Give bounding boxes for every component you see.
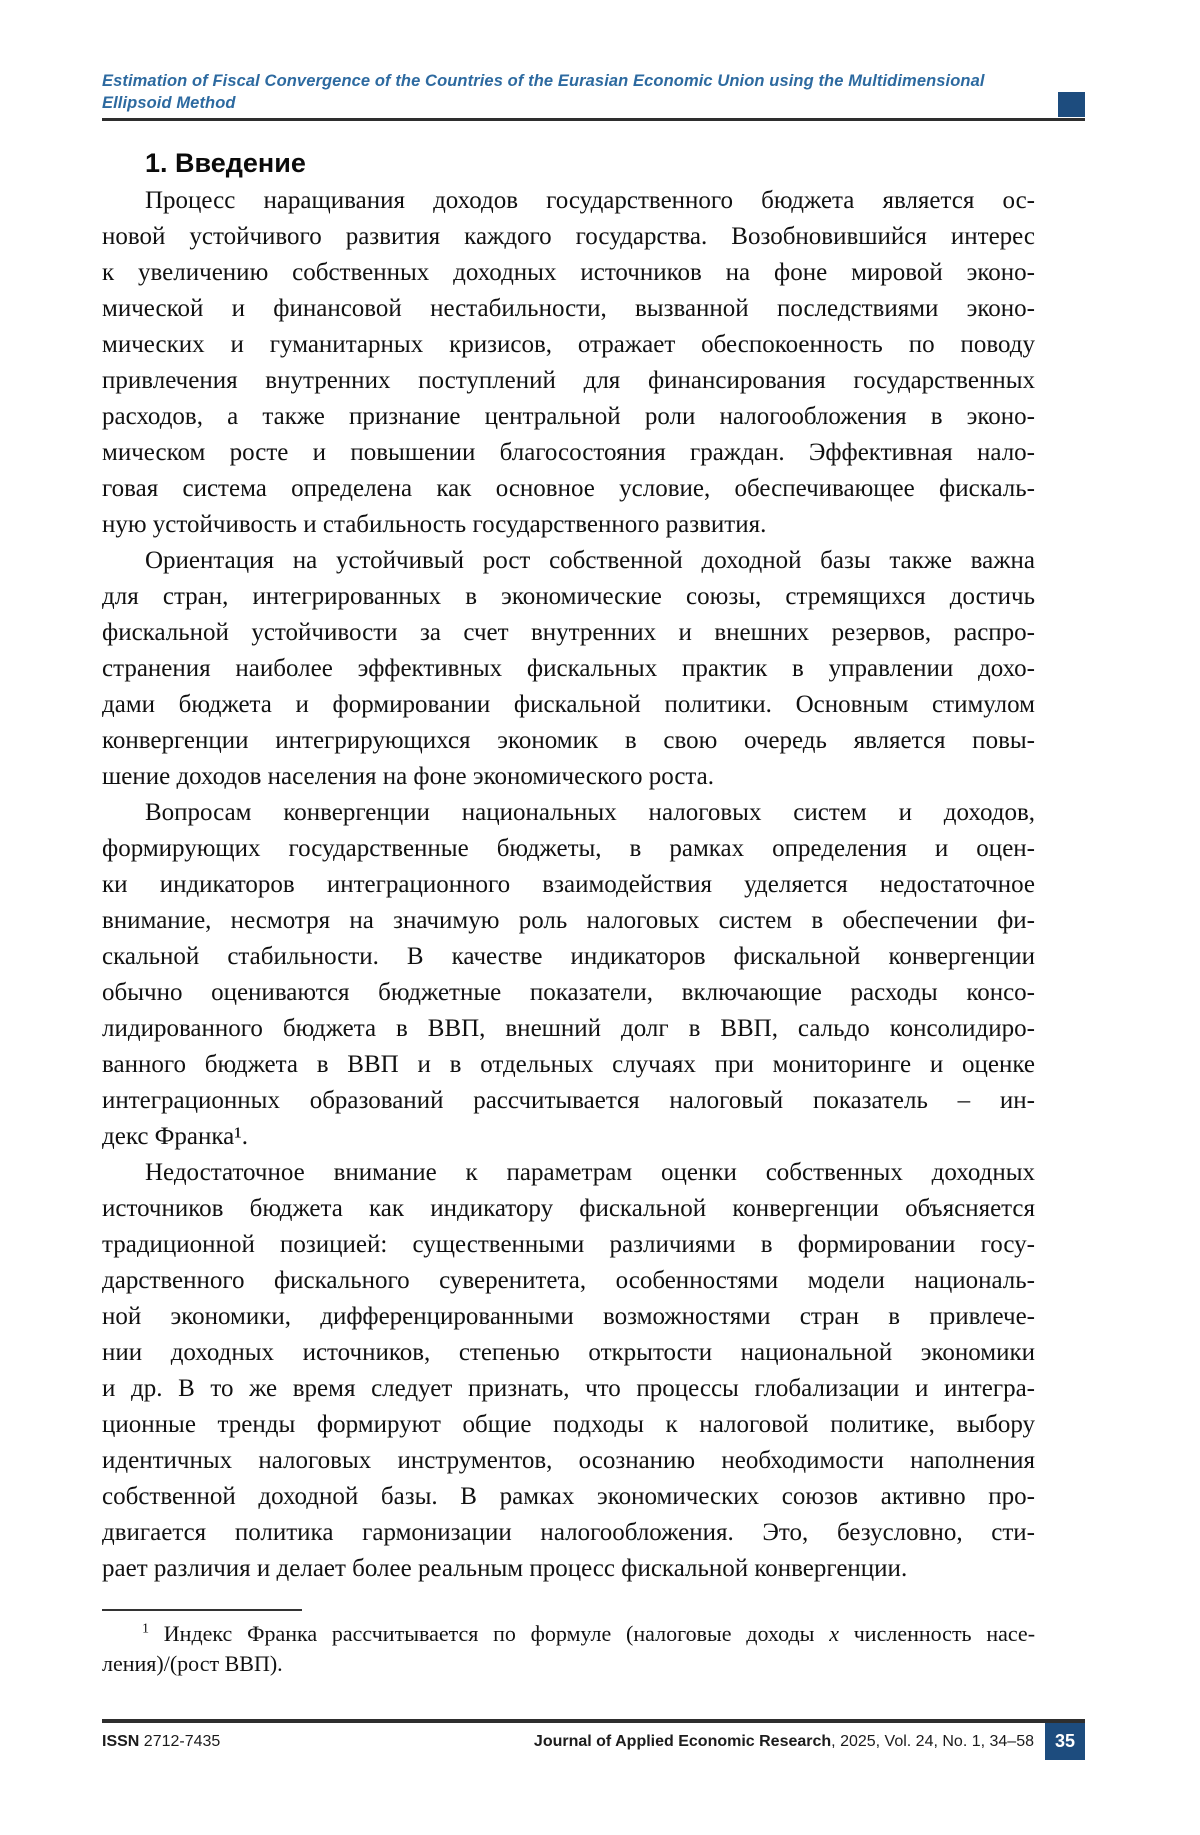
- paragraph: [102, 183, 1035, 543]
- body-line: собственной доходной базы. В рамках экономических союзов активно про-: [102, 1483, 1035, 1510]
- body-line: Ориентация на устойчивый рост собственной доходной базы также важна: [145, 547, 1035, 574]
- body-line: лидированного бюджета в ВВП, внешний долг в ВВП, сальдо консолидиро-: [102, 1015, 1035, 1042]
- body-line: обычно оцениваются бюджетные показатели, включающие расходы консо-: [102, 979, 1035, 1006]
- body-line: формирующих государственные бюджеты, в рамках определения и оцен-: [102, 835, 1035, 862]
- body-line: конвергенции интегрирующихся экономик в свою очередь является повы-: [102, 727, 1035, 754]
- body-line: рает различия и делает более реальным процесс фискальной конвергенции.: [102, 1555, 908, 1582]
- body-line: привлечения внутренних поступлений для финансирования государственных: [102, 367, 1035, 394]
- page-number: 35: [1054, 1731, 1076, 1751]
- footnote-text: Индекс Франка рассчитывается по формуле (налоговые доходы: [163, 1621, 830, 1646]
- body-line: Вопросам конвергенции национальных налоговых систем и доходов,: [145, 799, 1035, 826]
- body-line: двигается политика гармонизации налогообложения. Это, безусловно, сти-: [102, 1519, 1035, 1546]
- body-line: мических и гуманитарных кризисов, отражает обеспокоенность по поводу: [102, 331, 1035, 358]
- footnote-line: [102, 1619, 1035, 1649]
- page-number-box: [1045, 1723, 1085, 1760]
- running-head: [102, 70, 1085, 121]
- page-footer: [102, 1719, 1085, 1760]
- paragraph: [102, 795, 1035, 1155]
- footnote: [102, 1619, 1035, 1679]
- issn: [102, 1723, 220, 1760]
- body-line: фискальной устойчивости за счет внутренних и внешних резервов, распро-: [102, 619, 1035, 646]
- body-line: Процесс наращивания доходов государственного бюджета является ос-: [145, 187, 1035, 214]
- body-line: интеграционных образований рассчитывается налоговый показатель – ин-: [102, 1087, 1035, 1114]
- body-line: мической и финансовой нестабильности, вызванной последствиями эконо-: [102, 295, 1035, 322]
- issn-value: 2712-7435: [139, 1733, 221, 1750]
- body-line: ванного бюджета в ВВП и в отдельных случаях при мониторинге и оценке: [102, 1051, 1035, 1078]
- body-line: к увеличению собственных доходных источников на фоне мировой эконо-: [102, 259, 1035, 286]
- body-line: странения наиболее эффективных фискальных практик в управлении дохо-: [102, 655, 1035, 682]
- paragraph: [102, 543, 1035, 795]
- body-line: расходов, а также признание центральной роли налогообложения в эконо-: [102, 403, 1035, 430]
- body-line: источников бюджета как индикатору фискальной конвергенции объясняется: [102, 1195, 1035, 1222]
- body-line: шение доходов населения на фоне экономического роста.: [102, 763, 714, 790]
- running-title: Estimation of Fiscal Convergence of the Countries of the Eurasian Economic Union using the Multidimensional Ellipsoid Method: [102, 72, 985, 112]
- footnote-text: численность насе-: [838, 1621, 1036, 1646]
- body-line: для стран, интегрированных в экономические союзы, стремящихся достичь: [102, 583, 1035, 610]
- journal-name: Journal of Applied Economic Research: [533, 1733, 832, 1750]
- body-line: идентичных налоговых инструментов, осознанию необходимости наполнения: [102, 1447, 1035, 1474]
- body-line: ционные тренды формируют общие подходы к налоговой политике, выбору: [102, 1411, 1035, 1438]
- section-heading: 1. Введение: [145, 148, 306, 178]
- body-line: Недостаточное внимание к параметрам оценки собственных доходных: [145, 1159, 1035, 1186]
- paragraph: [102, 1155, 1035, 1587]
- footer-row: [102, 1723, 1085, 1760]
- body-line: нии доходных источников, степенью открытости национальной экономики: [102, 1339, 1035, 1366]
- body-line: мическом росте и повышении благосостояния граждан. Эффективная нало-: [102, 439, 1035, 466]
- issn-label: ISSN: [102, 1733, 140, 1750]
- journal-details: , 2025, Vol. 24, No. 1, 34–58: [831, 1733, 1034, 1750]
- header-accent-square: [1058, 92, 1085, 117]
- footnote-separator: [102, 1609, 302, 1611]
- body-line: дами бюджета и формировании фискальной политики. Основным стимулом: [102, 691, 1035, 718]
- body-line: говая система определена как основное условие, обеспечивающее фискаль-: [102, 475, 1035, 502]
- body-line: ки индикаторов интеграционного взаимодействия уделяется недостаточное: [102, 871, 1035, 898]
- body-text: [102, 183, 1035, 1587]
- body-line: новой устойчивого развития каждого государства. Возобновившийся интерес: [102, 223, 1035, 250]
- body-line: скальной стабильности. В качестве индикаторов фискальной конвергенции: [102, 943, 1035, 970]
- body-line: внимание, несмотря на значимую роль налоговых систем в обеспечении фи-: [102, 907, 1035, 934]
- footnote-variable: x: [829, 1621, 839, 1646]
- body-line: ной экономики, дифференцированными возможностями стран в привлече-: [102, 1303, 1035, 1330]
- journal-citation: [534, 1723, 1034, 1760]
- footnote-marker: 1: [142, 1621, 149, 1637]
- body-line: дарственного фискального суверенитета, особенностями модели националь-: [102, 1267, 1035, 1294]
- body-line: традиционной позицией: существенными различиями в формировании госу-: [102, 1231, 1035, 1258]
- body-line: декс Франка¹.: [102, 1123, 249, 1150]
- body-line: ную устойчивость и стабильность государственного развития.: [102, 511, 767, 538]
- body-line: и др. В то же время следует признать, что процессы глобализации и интегра-: [102, 1375, 1035, 1402]
- footnote-line: ления)/(рост ВВП).: [102, 1651, 283, 1676]
